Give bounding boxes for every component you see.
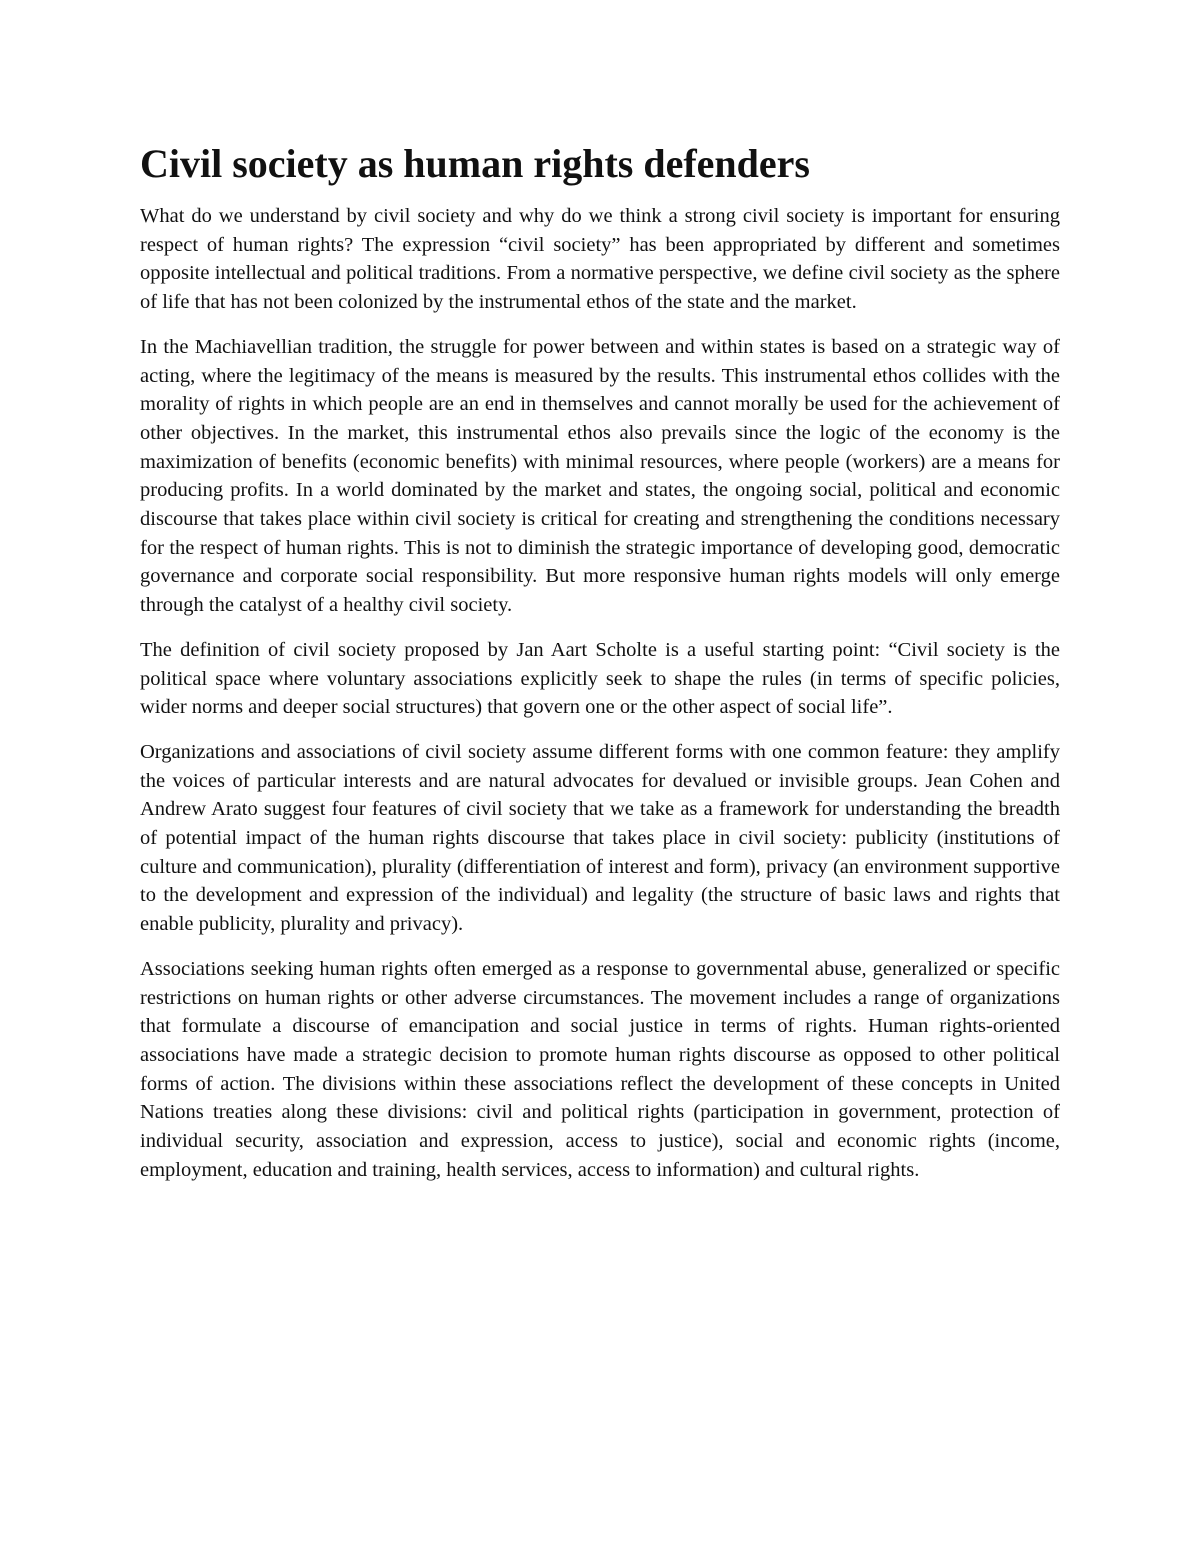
paragraph-5: Associations seeking human rights often emerged as a response to governmental abuse, generalized or specific restrictions on human rights or other adverse circumstances. The movement includes a range of organizations that formulate a discourse of emancipation and social justice in terms of rights. Human rights-oriented associations have made a strategic decision to promote human rights discourse as opposed to other political forms of action. The divisions within these associations reflect the development of these concepts in United Nations treaties along these divisions: civil and political rights (participation in government, protection of individual security, association and expression, access to justice), social and economic rights (income, employment, education and training, health services, access to information) and cultural rights. bbox=[140, 957, 1060, 1181]
paragraph-3: The definition of civil society proposed by Jan Aart Scholte is a useful starting point: “Civil society is the political space where voluntary associations explicitly seek to shape the rules (in terms of specific policies, wider norms and deeper social structures) that govern one or the other aspect of social life”. bbox=[140, 638, 1060, 719]
page-title: Civil society as human rights defenders bbox=[140, 141, 810, 186]
paragraph-4: Organizations and associations of civil society assume different forms with one common feature: they amplify the voices of particular interests and are natural advocates for devalued or invisible groups. Jean Cohen and Andrew Arato suggest four features of civil society that we take as a framework for understanding the breadth of potential impact of the human rights discourse that takes place in civil society: publicity (institutions of culture and communication), plurality (differentiation of interest and form), privacy (an environment supportive to the development and expression of the individual) and legality (the structure of basic laws and rights that enable publicity, plurality and privacy). bbox=[140, 740, 1060, 936]
document-page bbox=[140, 140, 1060, 1201]
paragraph-1: What do we understand by civil society and why do we think a strong civil society is important for ensuring respect of human rights? The expression “civil society” has been appropriated by different and sometimes opposite intellectual and political traditions. From a normative perspective, we define civil society as the sphere of life that has not been colonized by the instrumental ethos of the state and the market. bbox=[140, 205, 1060, 314]
paragraph-2: In the Machiavellian tradition, the struggle for power between and within states is based on a strategic way of acting, where the legitimacy of the means is measured by the results. This instrumental ethos collides with the morality of rights in which people are an end in themselves and cannot morally be used for the achievement of other objectives. In the market, this instrumental ethos also prevails since the logic of the economy is the maximization of benefits (economic benefits) with minimal resources, where people (workers) are a means for producing profits. In a world dominated by the market and states, the ongoing social, political and economic discourse that takes place within civil society is critical for creating and strengthening the conditions necessary for the respect of human rights. This is not to diminish the strategic importance of developing good, democratic governance and corporate social responsibility. But more responsive human rights models will only emerge through the catalyst of a healthy civil society. bbox=[140, 335, 1060, 617]
